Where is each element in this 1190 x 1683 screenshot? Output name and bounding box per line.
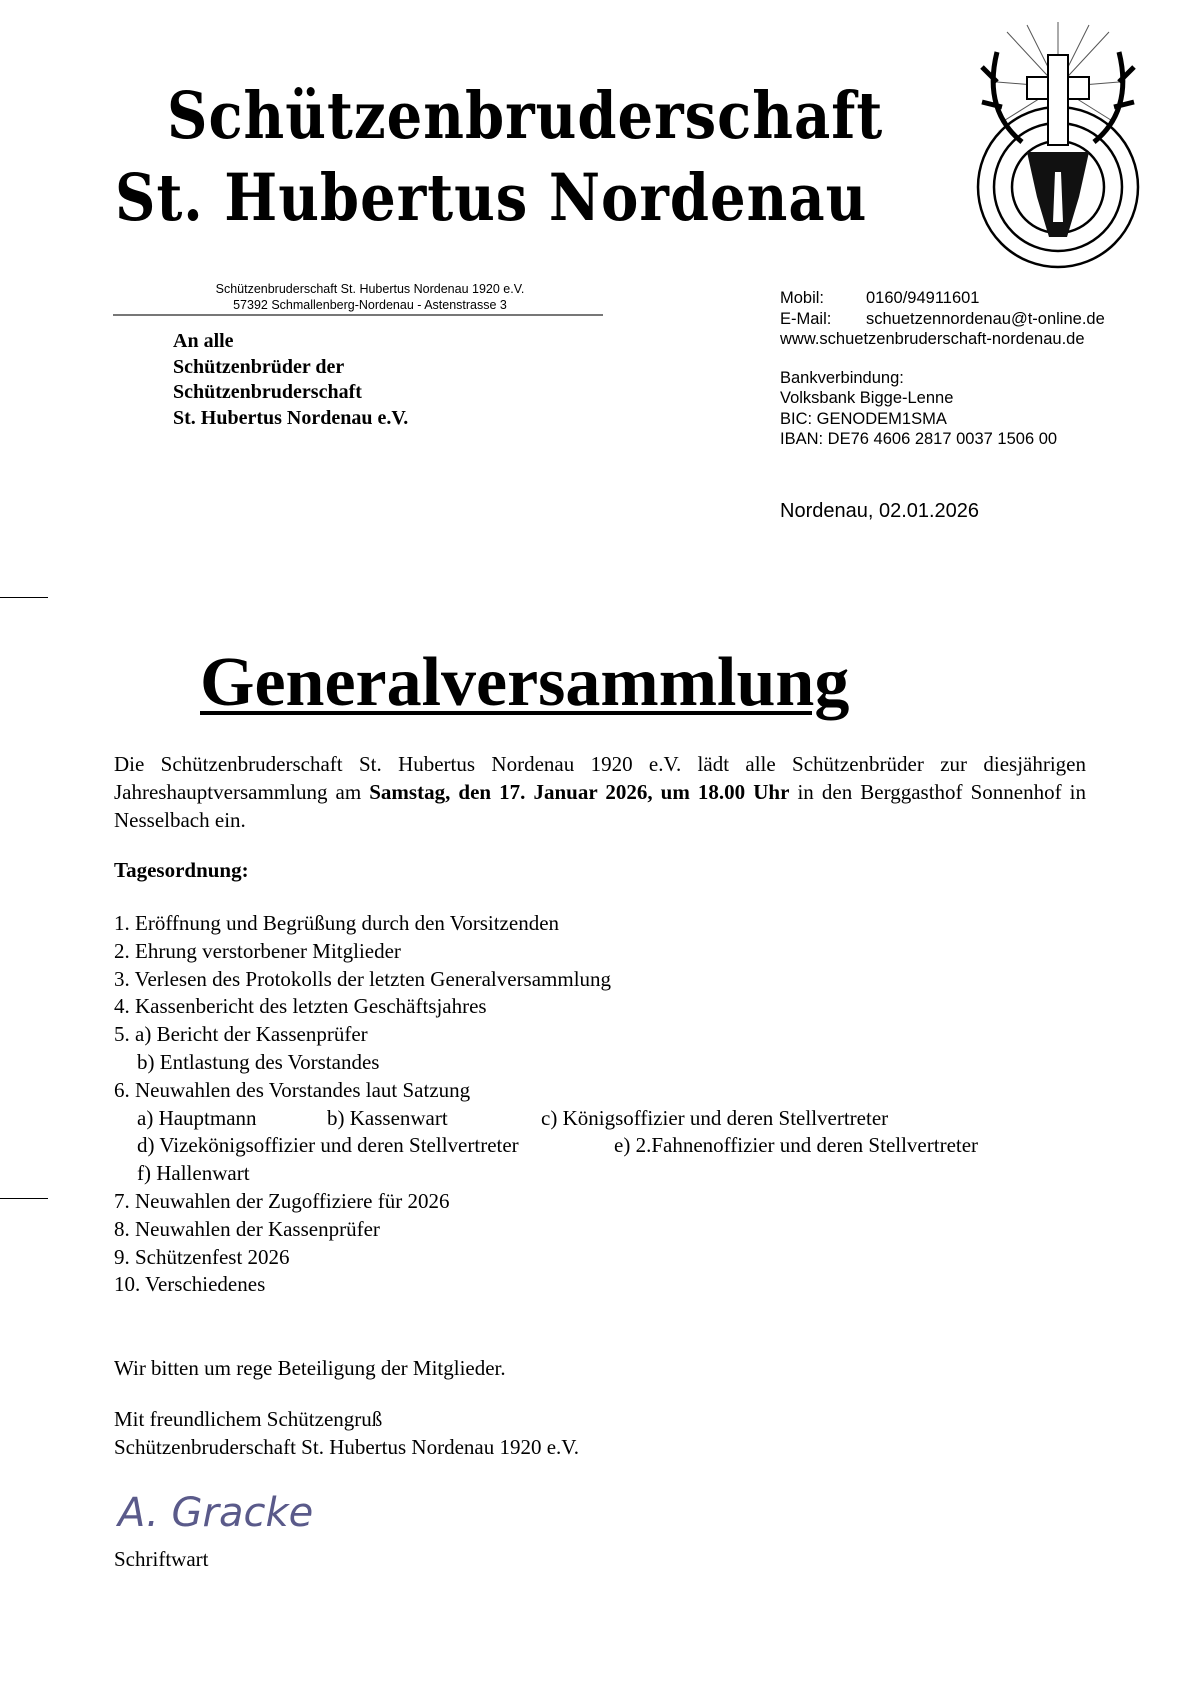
agenda-item: 1. Eröffnung und Begrüßung durch den Vorsitzenden: [114, 911, 560, 935]
recipient-line: An alle: [173, 330, 234, 352]
fold-mark: [0, 597, 48, 598]
recipient-block: [173, 329, 408, 431]
meeting-datetime: Samstag, den 17. Januar 2026, um 18.00 Uhr: [369, 780, 790, 804]
bank-name: Volksbank Bigge-Lenne: [780, 389, 954, 407]
letterhead-title-line1: Schützenbruderschaft: [167, 78, 884, 154]
sender-line2: 57392 Schmallenberg-Nordenau - Astenstrasse 3: [233, 298, 507, 312]
bank-bic: BIC: GENODEM1SMA: [780, 409, 947, 428]
letter-date: Nordenau, 02.01.2026: [780, 500, 980, 522]
mobil-value: 0160/94911601: [866, 289, 980, 307]
agenda-subitem: e) 2.Fahnenoffizier und deren Stellvertreter: [614, 1133, 979, 1158]
recipient-line: St. Hubertus Nordenau e.V.: [173, 406, 409, 429]
sender-line1: Schützenbruderschaft St. Hubertus Nordenau 1920 e.V.: [215, 282, 525, 296]
signer-role: Schriftwart: [114, 1547, 209, 1571]
agenda-subitem: b) Entlastung des Vorstandes: [137, 1049, 380, 1074]
intro-text: Die Schützenbruderschaft St. Hubertus Nordenau 1920 e.V. lädt alle Schützenbrüder zur diesjährigen Jahreshauptversammlung am: [114, 752, 1086, 804]
email-link[interactable]: schuetzennordenau@t-online.de: [866, 309, 1105, 328]
recipient-line: Schützenbruderschaft: [173, 381, 362, 403]
logo-image: [967, 22, 1149, 270]
page-title: Generalversammlung: [200, 644, 850, 721]
signature: A. Gracke: [118, 1490, 314, 1536]
closing-org: Schützenbruderschaft St. Hubertus Nordenau 1920 e.V.: [114, 1435, 580, 1459]
agenda-item: 5. a) Bericht der Kassenprüfer: [114, 1022, 368, 1047]
agenda-item: 3. Verlesen des Protokolls der letzten Generalversammlung: [114, 966, 612, 991]
agenda-item: 2. Ehrung verstorbener Mitglieder: [114, 938, 401, 963]
website-link[interactable]: www.schuetzenbruderschaft-nordenau.de: [780, 330, 1085, 348]
agenda-subitem: c) Königsoffizier und deren Stellvertreter: [541, 1105, 889, 1130]
contact-block: [780, 288, 1105, 450]
agenda-subitem: b) Kassenwart: [327, 1105, 448, 1130]
agenda-item: 4. Kassenbericht des letzten Geschäftsjahres: [114, 994, 487, 1019]
agenda-subitem: f) Hallenwart: [137, 1161, 250, 1186]
intro-paragraph: [114, 750, 1086, 834]
email-label: E-Mail:: [780, 309, 832, 328]
stag-cross-target-icon: [967, 22, 1149, 270]
mobil-label: Mobil:: [780, 289, 825, 307]
agenda-item: 9. Schützenfest 2026: [114, 1244, 290, 1269]
agenda-item: 6. Neuwahlen des Vorstandes laut Satzung: [114, 1077, 471, 1102]
agenda-subitem: a) Hauptmann: [137, 1105, 257, 1130]
recipient-line: Schützenbrüder der: [173, 355, 345, 378]
bank-iban: IBAN: DE76 4606 2817 0037 1506 00: [780, 430, 1058, 448]
agenda-item: 7. Neuwahlen der Zugoffiziere für 2026: [114, 1188, 450, 1213]
agenda-title: Tagesordnung:: [114, 858, 249, 882]
agenda-subitem: d) Vizekönigsoffizier und deren Stellvertreter: [137, 1133, 519, 1158]
letterhead-title-line2: St. Hubertus Nordenau: [115, 160, 868, 236]
closing-request: Wir bitten um rege Beteiligung der Mitglieder.: [114, 1356, 506, 1380]
closing-greeting: Mit freundlichem Schützengruß: [114, 1407, 383, 1431]
bank-label: Bankverbindung:: [780, 368, 904, 387]
intro-text: in den Berggasthof Sonnenhof in Nesselbach ein.: [114, 780, 1087, 832]
agenda-list: [114, 910, 978, 1299]
sender-divider: [113, 314, 603, 316]
fold-mark: [0, 1198, 48, 1199]
agenda-item: 10. Verschiedenes: [114, 1272, 266, 1297]
agenda-item: 8. Neuwahlen der Kassenprüfer: [114, 1216, 380, 1241]
